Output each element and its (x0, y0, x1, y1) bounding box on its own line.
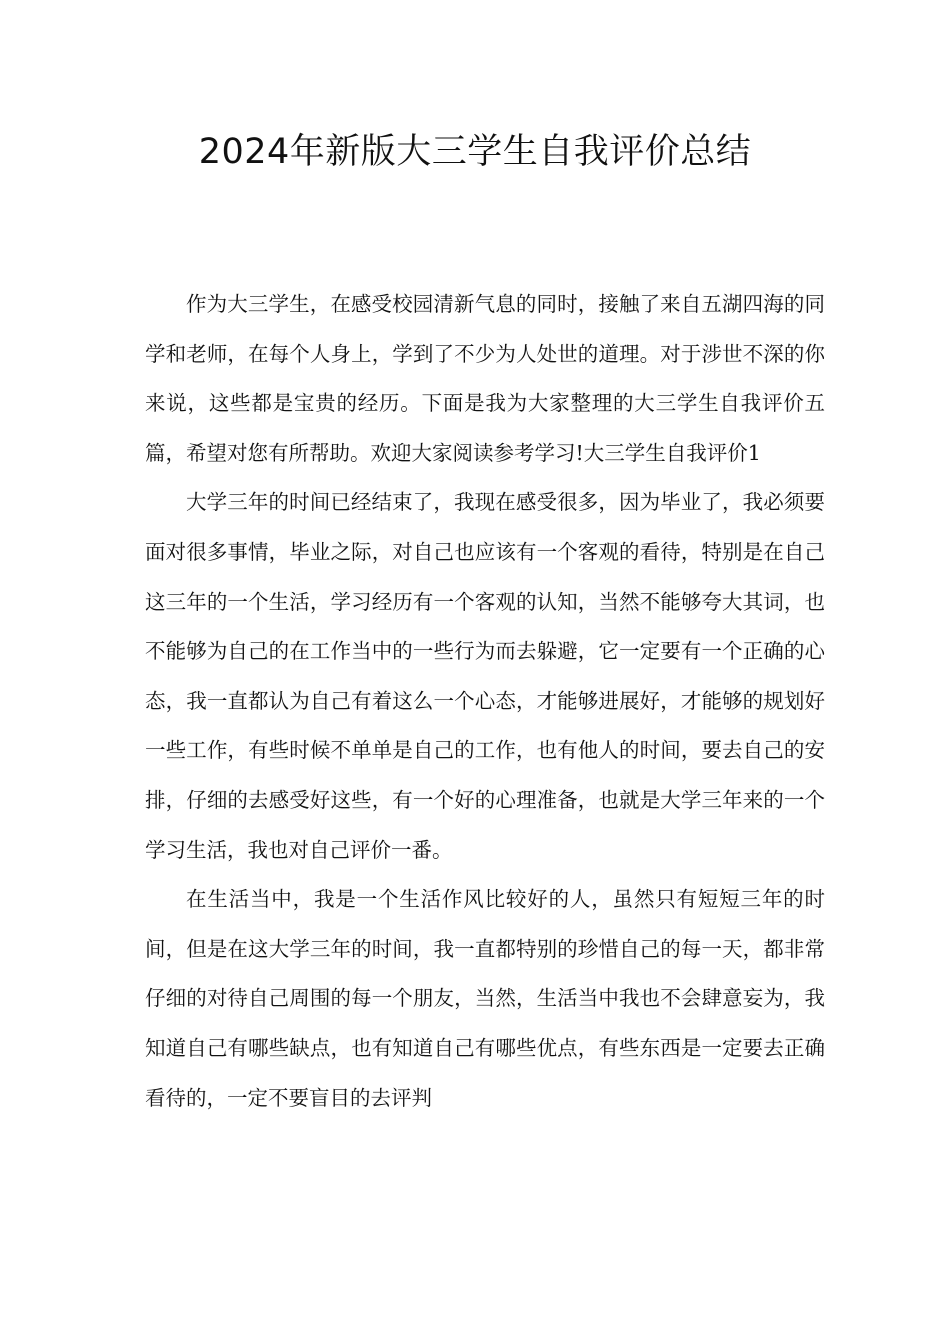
paragraph-life: 在生活当中，我是一个生活作风比较好的人，虽然只有短短三年的时间，但是在这大学三年的时间，我一直都特别的珍惜自己的每一天，都非常仔细的对待自己周围的每一个朋友，当然，生活当中我也不会肆意妄为，我知道自己有哪些缺点，也有知道自己有哪些优点，有些东西是一定要去正确看待的，一定不要盲目的去评判 (145, 887, 825, 1110)
paragraph-graduation: 大学三年的时间已经结束了，我现在感受很多，因为毕业了，我必须要面对很多事情，毕业之际，对自己也应该有一个客观的看待，特别是在自己这三年的一个生活，学习经历有一个客观的认知，当然不能够夸大其词，也不能够为自己的在工作当中的一些行为而去躲避，它一定要有一个正确的心态，我一直都认为自己有着这么一个心态，才能够进展好，才能够的规划好一些工作，有些时候不单单是自己的工作，也有他人的时间，要去自己的安排，仔细的去感受好这些，有一个好的心理准备，也就是大学三年来的一个学习生活，我也对自己评价一番。 (145, 490, 825, 862)
document-title: 2024年新版大三学生自我评价总结 (198, 132, 752, 172)
paragraph-intro: 作为大三学生，在感受校园清新气息的同时，接触了来自五湖四海的同学和老师，在每个人身上，学到了不少为人处世的道理。对于涉世不深的你来说，这些都是宝贵的经历。下面是我为大家整理的大三学生自我评价五篇，希望对您有所帮助。欢迎大家阅读参考学习!大三学生自我评价1 (145, 292, 825, 465)
document-body (145, 280, 825, 1123)
